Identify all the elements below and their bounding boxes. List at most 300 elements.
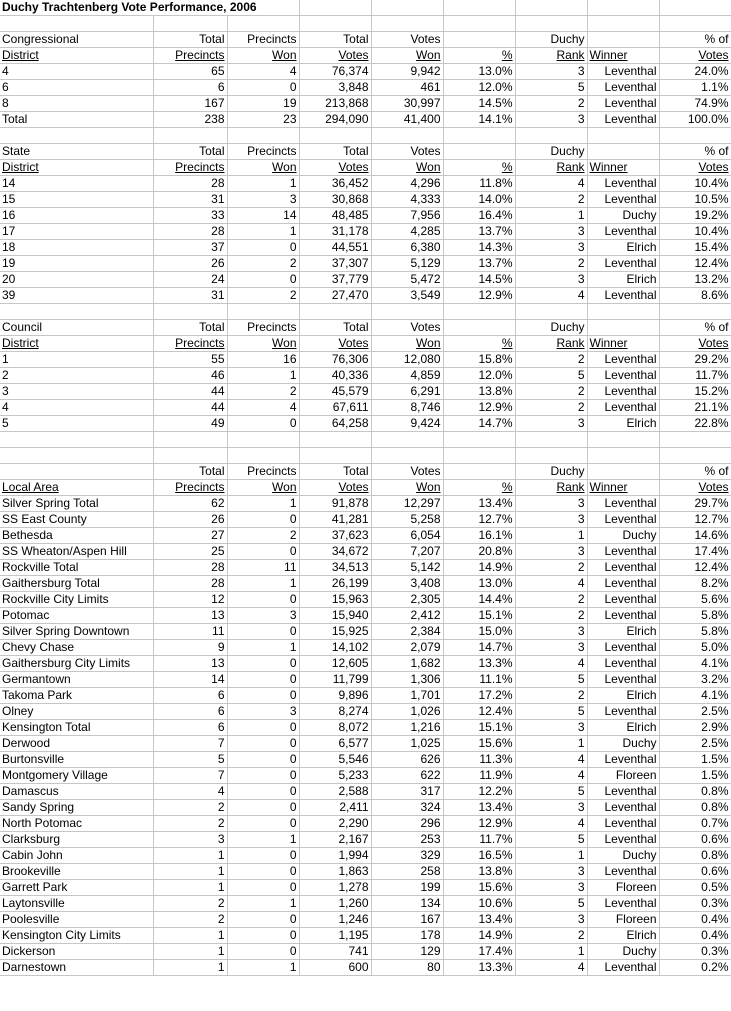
empty-cell[interactable]: [371, 448, 443, 464]
precincts-won-cell[interactable]: 1: [227, 176, 299, 192]
percent-of-votes-cell[interactable]: 12.7%: [659, 512, 731, 528]
council-subheader-winner[interactable]: Winner: [587, 336, 659, 352]
winner-cell[interactable]: Duchy: [587, 848, 659, 864]
congressional-subheader-duchy-rank[interactable]: Rank: [515, 48, 587, 64]
total-precincts-cell[interactable]: 37: [153, 240, 227, 256]
label-cell[interactable]: 4: [0, 400, 153, 416]
total-precincts-cell[interactable]: 26: [153, 256, 227, 272]
duchy-rank-cell[interactable]: 5: [515, 80, 587, 96]
congressional-header-votes-won[interactable]: Votes: [371, 32, 443, 48]
total-precincts-cell[interactable]: 7: [153, 736, 227, 752]
winner-cell[interactable]: Leventhal: [587, 800, 659, 816]
total-votes-cell[interactable]: 15,963: [299, 592, 371, 608]
percent-cell[interactable]: 14.7%: [443, 640, 515, 656]
empty-cell[interactable]: [153, 432, 227, 448]
winner-cell[interactable]: Leventhal: [587, 576, 659, 592]
votes-won-cell[interactable]: 2,412: [371, 608, 443, 624]
precincts-won-cell[interactable]: 0: [227, 672, 299, 688]
winner-cell[interactable]: Leventhal: [587, 752, 659, 768]
total-votes-cell[interactable]: 37,779: [299, 272, 371, 288]
label-cell[interactable]: 16: [0, 208, 153, 224]
precincts-won-cell[interactable]: 4: [227, 400, 299, 416]
empty-cell[interactable]: [371, 304, 443, 320]
empty-cell[interactable]: [443, 304, 515, 320]
label-cell[interactable]: North Potomac: [0, 816, 153, 832]
total-precincts-cell[interactable]: 7: [153, 768, 227, 784]
empty-cell[interactable]: [587, 448, 659, 464]
total-votes-cell[interactable]: 294,090: [299, 112, 371, 128]
precincts-won-cell[interactable]: 0: [227, 720, 299, 736]
total-votes-cell[interactable]: 36,452: [299, 176, 371, 192]
label-cell[interactable]: Cabin John: [0, 848, 153, 864]
label-cell[interactable]: Montgomery Village: [0, 768, 153, 784]
council-header-precincts-won[interactable]: Precincts: [227, 320, 299, 336]
winner-cell[interactable]: Elrich: [587, 416, 659, 432]
percent-cell[interactable]: 17.4%: [443, 944, 515, 960]
empty-cell[interactable]: [227, 432, 299, 448]
votes-won-cell[interactable]: 1,216: [371, 720, 443, 736]
winner-cell[interactable]: Leventhal: [587, 672, 659, 688]
percent-of-votes-cell[interactable]: 0.4%: [659, 912, 731, 928]
winner-cell[interactable]: Elrich: [587, 272, 659, 288]
percent-of-votes-cell[interactable]: 0.8%: [659, 784, 731, 800]
congressional-subheader-label[interactable]: District: [0, 48, 153, 64]
votes-won-cell[interactable]: 2,305: [371, 592, 443, 608]
percent-cell[interactable]: 15.6%: [443, 880, 515, 896]
local-header-percent[interactable]: [443, 464, 515, 480]
precincts-won-cell[interactable]: 0: [227, 688, 299, 704]
percent-of-votes-cell[interactable]: 2.5%: [659, 736, 731, 752]
duchy-rank-cell[interactable]: 5: [515, 704, 587, 720]
total-votes-cell[interactable]: 76,306: [299, 352, 371, 368]
votes-won-cell[interactable]: 5,142: [371, 560, 443, 576]
label-cell[interactable]: 1: [0, 352, 153, 368]
total-precincts-cell[interactable]: 4: [153, 784, 227, 800]
duchy-rank-cell[interactable]: 1: [515, 208, 587, 224]
percent-of-votes-cell[interactable]: 11.7%: [659, 368, 731, 384]
local-header-total-precincts[interactable]: Total: [153, 464, 227, 480]
total-precincts-cell[interactable]: 9: [153, 640, 227, 656]
total-votes-cell[interactable]: 741: [299, 944, 371, 960]
total-precincts-cell[interactable]: 11: [153, 624, 227, 640]
percent-cell[interactable]: 12.0%: [443, 368, 515, 384]
total-precincts-cell[interactable]: 49: [153, 416, 227, 432]
winner-cell[interactable]: Elrich: [587, 928, 659, 944]
total-votes-cell[interactable]: 1,863: [299, 864, 371, 880]
congressional-subheader-total-precincts[interactable]: Precincts: [153, 48, 227, 64]
percent-of-votes-cell[interactable]: 29.7%: [659, 496, 731, 512]
total-precincts-cell[interactable]: 24: [153, 272, 227, 288]
precincts-won-cell[interactable]: 3: [227, 608, 299, 624]
percent-of-votes-cell[interactable]: 5.8%: [659, 608, 731, 624]
local-subheader-percent[interactable]: %: [443, 480, 515, 496]
duchy-rank-cell[interactable]: 2: [515, 400, 587, 416]
precincts-won-cell[interactable]: 0: [227, 880, 299, 896]
state-subheader-votes-won[interactable]: Won: [371, 160, 443, 176]
label-cell[interactable]: Silver Spring Total: [0, 496, 153, 512]
percent-of-votes-cell[interactable]: 74.9%: [659, 96, 731, 112]
percent-cell[interactable]: 13.0%: [443, 576, 515, 592]
duchy-rank-cell[interactable]: 5: [515, 368, 587, 384]
total-votes-cell[interactable]: 2,167: [299, 832, 371, 848]
empty-cell[interactable]: [587, 432, 659, 448]
total-votes-cell[interactable]: 91,878: [299, 496, 371, 512]
empty-cell[interactable]: [443, 0, 515, 16]
state-subheader-label[interactable]: District: [0, 160, 153, 176]
congressional-subheader-winner[interactable]: Winner: [587, 48, 659, 64]
label-cell[interactable]: Bethesda: [0, 528, 153, 544]
state-header-precincts-won[interactable]: Precincts: [227, 144, 299, 160]
winner-cell[interactable]: Duchy: [587, 208, 659, 224]
congressional-header-duchy-rank[interactable]: Duchy: [515, 32, 587, 48]
empty-cell[interactable]: [443, 448, 515, 464]
local-subheader-duchy-rank[interactable]: Rank: [515, 480, 587, 496]
total-votes-cell[interactable]: 40,336: [299, 368, 371, 384]
local-header-votes-won[interactable]: Votes: [371, 464, 443, 480]
label-cell[interactable]: Potomac: [0, 608, 153, 624]
total-precincts-cell[interactable]: 1: [153, 880, 227, 896]
percent-of-votes-cell[interactable]: 12.4%: [659, 256, 731, 272]
council-subheader-label[interactable]: District: [0, 336, 153, 352]
total-votes-cell[interactable]: 600: [299, 960, 371, 976]
congressional-subheader-total-votes[interactable]: Votes: [299, 48, 371, 64]
local-header-label[interactable]: [0, 464, 153, 480]
votes-won-cell[interactable]: 296: [371, 816, 443, 832]
votes-won-cell[interactable]: 6,380: [371, 240, 443, 256]
winner-cell[interactable]: Leventhal: [587, 80, 659, 96]
total-votes-cell[interactable]: 45,579: [299, 384, 371, 400]
empty-cell[interactable]: [227, 128, 299, 144]
winner-cell[interactable]: Leventhal: [587, 400, 659, 416]
label-cell[interactable]: Olney: [0, 704, 153, 720]
percent-of-votes-cell[interactable]: 14.6%: [659, 528, 731, 544]
percent-of-votes-cell[interactable]: 10.4%: [659, 224, 731, 240]
votes-won-cell[interactable]: 4,859: [371, 368, 443, 384]
percent-of-votes-cell[interactable]: 100.0%: [659, 112, 731, 128]
winner-cell[interactable]: Leventhal: [587, 224, 659, 240]
total-votes-cell[interactable]: 48,485: [299, 208, 371, 224]
precincts-won-cell[interactable]: 0: [227, 768, 299, 784]
label-cell[interactable]: 4: [0, 64, 153, 80]
congressional-header-label[interactable]: Congressional: [0, 32, 153, 48]
winner-cell[interactable]: Leventhal: [587, 192, 659, 208]
label-cell[interactable]: Rockville Total: [0, 560, 153, 576]
council-header-percent[interactable]: [443, 320, 515, 336]
duchy-rank-cell[interactable]: 3: [515, 624, 587, 640]
total-votes-cell[interactable]: 8,274: [299, 704, 371, 720]
percent-cell[interactable]: 15.6%: [443, 736, 515, 752]
empty-cell[interactable]: [659, 304, 731, 320]
total-precincts-cell[interactable]: 6: [153, 720, 227, 736]
state-header-winner[interactable]: [587, 144, 659, 160]
precincts-won-cell[interactable]: 0: [227, 912, 299, 928]
congressional-header-total-votes[interactable]: Total: [299, 32, 371, 48]
duchy-rank-cell[interactable]: 1: [515, 736, 587, 752]
total-precincts-cell[interactable]: 62: [153, 496, 227, 512]
total-precincts-cell[interactable]: 13: [153, 608, 227, 624]
empty-cell[interactable]: [299, 432, 371, 448]
duchy-rank-cell[interactable]: 2: [515, 560, 587, 576]
label-cell[interactable]: 20: [0, 272, 153, 288]
council-subheader-duchy-rank[interactable]: Rank: [515, 336, 587, 352]
duchy-rank-cell[interactable]: 4: [515, 288, 587, 304]
total-precincts-cell[interactable]: 2: [153, 816, 227, 832]
total-precincts-cell[interactable]: 2: [153, 896, 227, 912]
winner-cell[interactable]: Leventhal: [587, 864, 659, 880]
total-precincts-cell[interactable]: 26: [153, 512, 227, 528]
percent-of-votes-cell[interactable]: 0.8%: [659, 800, 731, 816]
votes-won-cell[interactable]: 7,956: [371, 208, 443, 224]
total-votes-cell[interactable]: 67,611: [299, 400, 371, 416]
percent-of-votes-cell[interactable]: 19.2%: [659, 208, 731, 224]
label-cell[interactable]: Germantown: [0, 672, 153, 688]
votes-won-cell[interactable]: 1,682: [371, 656, 443, 672]
percent-of-votes-cell[interactable]: 0.8%: [659, 848, 731, 864]
percent-cell[interactable]: 13.4%: [443, 496, 515, 512]
votes-won-cell[interactable]: 1,306: [371, 672, 443, 688]
winner-cell[interactable]: Leventhal: [587, 496, 659, 512]
label-cell[interactable]: Darnestown: [0, 960, 153, 976]
percent-of-votes-cell[interactable]: 0.2%: [659, 960, 731, 976]
state-header-duchy-rank[interactable]: Duchy: [515, 144, 587, 160]
votes-won-cell[interactable]: 317: [371, 784, 443, 800]
council-header-label[interactable]: Council: [0, 320, 153, 336]
percent-cell[interactable]: 12.9%: [443, 400, 515, 416]
precincts-won-cell[interactable]: 0: [227, 928, 299, 944]
empty-cell[interactable]: [0, 448, 153, 464]
precincts-won-cell[interactable]: 0: [227, 752, 299, 768]
percent-of-votes-cell[interactable]: 0.3%: [659, 944, 731, 960]
winner-cell[interactable]: Floreen: [587, 768, 659, 784]
state-subheader-percent[interactable]: %: [443, 160, 515, 176]
percent-of-votes-cell[interactable]: 5.0%: [659, 640, 731, 656]
precincts-won-cell[interactable]: 1: [227, 224, 299, 240]
winner-cell[interactable]: Leventhal: [587, 832, 659, 848]
total-votes-cell[interactable]: 14,102: [299, 640, 371, 656]
precincts-won-cell[interactable]: 19: [227, 96, 299, 112]
total-votes-cell[interactable]: 34,672: [299, 544, 371, 560]
percent-cell[interactable]: 14.4%: [443, 592, 515, 608]
percent-cell[interactable]: 14.0%: [443, 192, 515, 208]
precincts-won-cell[interactable]: 3: [227, 704, 299, 720]
duchy-rank-cell[interactable]: 4: [515, 176, 587, 192]
total-votes-cell[interactable]: 41,281: [299, 512, 371, 528]
total-votes-cell[interactable]: 5,546: [299, 752, 371, 768]
precincts-won-cell[interactable]: 0: [227, 656, 299, 672]
council-header-total-votes[interactable]: Total: [299, 320, 371, 336]
winner-cell[interactable]: Leventhal: [587, 64, 659, 80]
winner-cell[interactable]: Leventhal: [587, 816, 659, 832]
precincts-won-cell[interactable]: 0: [227, 240, 299, 256]
percent-cell[interactable]: 15.1%: [443, 720, 515, 736]
precincts-won-cell[interactable]: 1: [227, 960, 299, 976]
precincts-won-cell[interactable]: 0: [227, 80, 299, 96]
empty-cell[interactable]: [587, 0, 659, 16]
state-subheader-winner[interactable]: Winner: [587, 160, 659, 176]
label-cell[interactable]: 19: [0, 256, 153, 272]
precincts-won-cell[interactable]: 1: [227, 496, 299, 512]
empty-cell[interactable]: [299, 448, 371, 464]
council-subheader-total-precincts[interactable]: Precincts: [153, 336, 227, 352]
precincts-won-cell[interactable]: 0: [227, 272, 299, 288]
winner-cell[interactable]: Leventhal: [587, 384, 659, 400]
duchy-rank-cell[interactable]: 2: [515, 592, 587, 608]
winner-cell[interactable]: Duchy: [587, 736, 659, 752]
percent-cell[interactable]: 13.3%: [443, 960, 515, 976]
percent-of-votes-cell[interactable]: 1.5%: [659, 768, 731, 784]
total-precincts-cell[interactable]: 33: [153, 208, 227, 224]
empty-cell[interactable]: [299, 16, 371, 32]
votes-won-cell[interactable]: 6,291: [371, 384, 443, 400]
total-precincts-cell[interactable]: 28: [153, 176, 227, 192]
duchy-rank-cell[interactable]: 3: [515, 912, 587, 928]
total-votes-cell[interactable]: 8,072: [299, 720, 371, 736]
precincts-won-cell[interactable]: 0: [227, 624, 299, 640]
precincts-won-cell[interactable]: 4: [227, 64, 299, 80]
local-subheader-percent-of-votes[interactable]: Votes: [659, 480, 731, 496]
label-cell[interactable]: Garrett Park: [0, 880, 153, 896]
duchy-rank-cell[interactable]: 5: [515, 896, 587, 912]
duchy-rank-cell[interactable]: 3: [515, 240, 587, 256]
duchy-rank-cell[interactable]: 2: [515, 928, 587, 944]
total-votes-cell[interactable]: 1,994: [299, 848, 371, 864]
state-header-total-precincts[interactable]: Total: [153, 144, 227, 160]
total-votes-cell[interactable]: 1,246: [299, 912, 371, 928]
precincts-won-cell[interactable]: 2: [227, 288, 299, 304]
total-precincts-cell[interactable]: 25: [153, 544, 227, 560]
total-precincts-cell[interactable]: 46: [153, 368, 227, 384]
votes-won-cell[interactable]: 4,296: [371, 176, 443, 192]
votes-won-cell[interactable]: 30,997: [371, 96, 443, 112]
label-cell[interactable]: Total: [0, 112, 153, 128]
total-precincts-cell[interactable]: 55: [153, 352, 227, 368]
duchy-rank-cell[interactable]: 4: [515, 752, 587, 768]
precincts-won-cell[interactable]: 2: [227, 528, 299, 544]
duchy-rank-cell[interactable]: 1: [515, 944, 587, 960]
duchy-rank-cell[interactable]: 3: [515, 880, 587, 896]
winner-cell[interactable]: Leventhal: [587, 176, 659, 192]
local-subheader-winner[interactable]: Winner: [587, 480, 659, 496]
total-votes-cell[interactable]: 76,374: [299, 64, 371, 80]
duchy-rank-cell[interactable]: 5: [515, 672, 587, 688]
local-subheader-label[interactable]: Local Area: [0, 480, 153, 496]
precincts-won-cell[interactable]: 0: [227, 544, 299, 560]
votes-won-cell[interactable]: 129: [371, 944, 443, 960]
precincts-won-cell[interactable]: 0: [227, 736, 299, 752]
total-precincts-cell[interactable]: 2: [153, 800, 227, 816]
empty-cell[interactable]: [153, 304, 227, 320]
empty-cell[interactable]: [371, 0, 443, 16]
label-cell[interactable]: 8: [0, 96, 153, 112]
percent-of-votes-cell[interactable]: 22.8%: [659, 416, 731, 432]
votes-won-cell[interactable]: 134: [371, 896, 443, 912]
duchy-rank-cell[interactable]: 2: [515, 96, 587, 112]
precincts-won-cell[interactable]: 0: [227, 416, 299, 432]
label-cell[interactable]: 39: [0, 288, 153, 304]
winner-cell[interactable]: Leventhal: [587, 368, 659, 384]
votes-won-cell[interactable]: 9,424: [371, 416, 443, 432]
percent-of-votes-cell[interactable]: 17.4%: [659, 544, 731, 560]
label-cell[interactable]: Burtonsville: [0, 752, 153, 768]
label-cell[interactable]: Silver Spring Downtown: [0, 624, 153, 640]
total-precincts-cell[interactable]: 1: [153, 928, 227, 944]
total-votes-cell[interactable]: 9,896: [299, 688, 371, 704]
empty-cell[interactable]: [659, 432, 731, 448]
empty-cell[interactable]: [587, 304, 659, 320]
empty-cell[interactable]: [153, 16, 227, 32]
duchy-rank-cell[interactable]: 2: [515, 352, 587, 368]
duchy-rank-cell[interactable]: 3: [515, 640, 587, 656]
empty-cell[interactable]: [153, 448, 227, 464]
congressional-header-winner[interactable]: [587, 32, 659, 48]
percent-of-votes-cell[interactable]: 4.1%: [659, 688, 731, 704]
congressional-subheader-percent-of-votes[interactable]: Votes: [659, 48, 731, 64]
council-subheader-percent-of-votes[interactable]: Votes: [659, 336, 731, 352]
total-votes-cell[interactable]: 213,868: [299, 96, 371, 112]
precincts-won-cell[interactable]: 2: [227, 256, 299, 272]
total-precincts-cell[interactable]: 167: [153, 96, 227, 112]
percent-cell[interactable]: 14.5%: [443, 96, 515, 112]
state-header-percent-of-votes[interactable]: % of: [659, 144, 731, 160]
winner-cell[interactable]: Elrich: [587, 240, 659, 256]
precincts-won-cell[interactable]: 1: [227, 896, 299, 912]
duchy-rank-cell[interactable]: 3: [515, 64, 587, 80]
total-votes-cell[interactable]: 1,195: [299, 928, 371, 944]
votes-won-cell[interactable]: 12,080: [371, 352, 443, 368]
duchy-rank-cell[interactable]: 2: [515, 384, 587, 400]
percent-cell[interactable]: 13.4%: [443, 912, 515, 928]
total-votes-cell[interactable]: 15,925: [299, 624, 371, 640]
percent-of-votes-cell[interactable]: 5.6%: [659, 592, 731, 608]
total-votes-cell[interactable]: 15,940: [299, 608, 371, 624]
winner-cell[interactable]: Leventhal: [587, 544, 659, 560]
precincts-won-cell[interactable]: 1: [227, 640, 299, 656]
precincts-won-cell[interactable]: 0: [227, 512, 299, 528]
percent-cell[interactable]: 14.9%: [443, 928, 515, 944]
votes-won-cell[interactable]: 199: [371, 880, 443, 896]
empty-cell[interactable]: [0, 304, 153, 320]
precincts-won-cell[interactable]: 11: [227, 560, 299, 576]
label-cell[interactable]: SS East County: [0, 512, 153, 528]
votes-won-cell[interactable]: 3,549: [371, 288, 443, 304]
winner-cell[interactable]: Leventhal: [587, 352, 659, 368]
label-cell[interactable]: Takoma Park: [0, 688, 153, 704]
empty-cell[interactable]: [587, 16, 659, 32]
votes-won-cell[interactable]: 5,129: [371, 256, 443, 272]
percent-cell[interactable]: 15.8%: [443, 352, 515, 368]
percent-cell[interactable]: 10.6%: [443, 896, 515, 912]
percent-of-votes-cell[interactable]: 8.6%: [659, 288, 731, 304]
local-subheader-votes-won[interactable]: Won: [371, 480, 443, 496]
state-header-label[interactable]: State: [0, 144, 153, 160]
label-cell[interactable]: Rockville City Limits: [0, 592, 153, 608]
empty-cell[interactable]: [0, 128, 153, 144]
label-cell[interactable]: Laytonsville: [0, 896, 153, 912]
precincts-won-cell[interactable]: 2: [227, 384, 299, 400]
precincts-won-cell[interactable]: 0: [227, 592, 299, 608]
total-precincts-cell[interactable]: 5: [153, 752, 227, 768]
duchy-rank-cell[interactable]: 1: [515, 528, 587, 544]
total-votes-cell[interactable]: 2,411: [299, 800, 371, 816]
votes-won-cell[interactable]: 461: [371, 80, 443, 96]
percent-cell[interactable]: 11.3%: [443, 752, 515, 768]
total-precincts-cell[interactable]: 13: [153, 656, 227, 672]
local-header-total-votes[interactable]: Total: [299, 464, 371, 480]
empty-cell[interactable]: [299, 0, 371, 16]
label-cell[interactable]: Brookeville: [0, 864, 153, 880]
percent-cell[interactable]: 16.4%: [443, 208, 515, 224]
congressional-header-percent-of-votes[interactable]: % of: [659, 32, 731, 48]
